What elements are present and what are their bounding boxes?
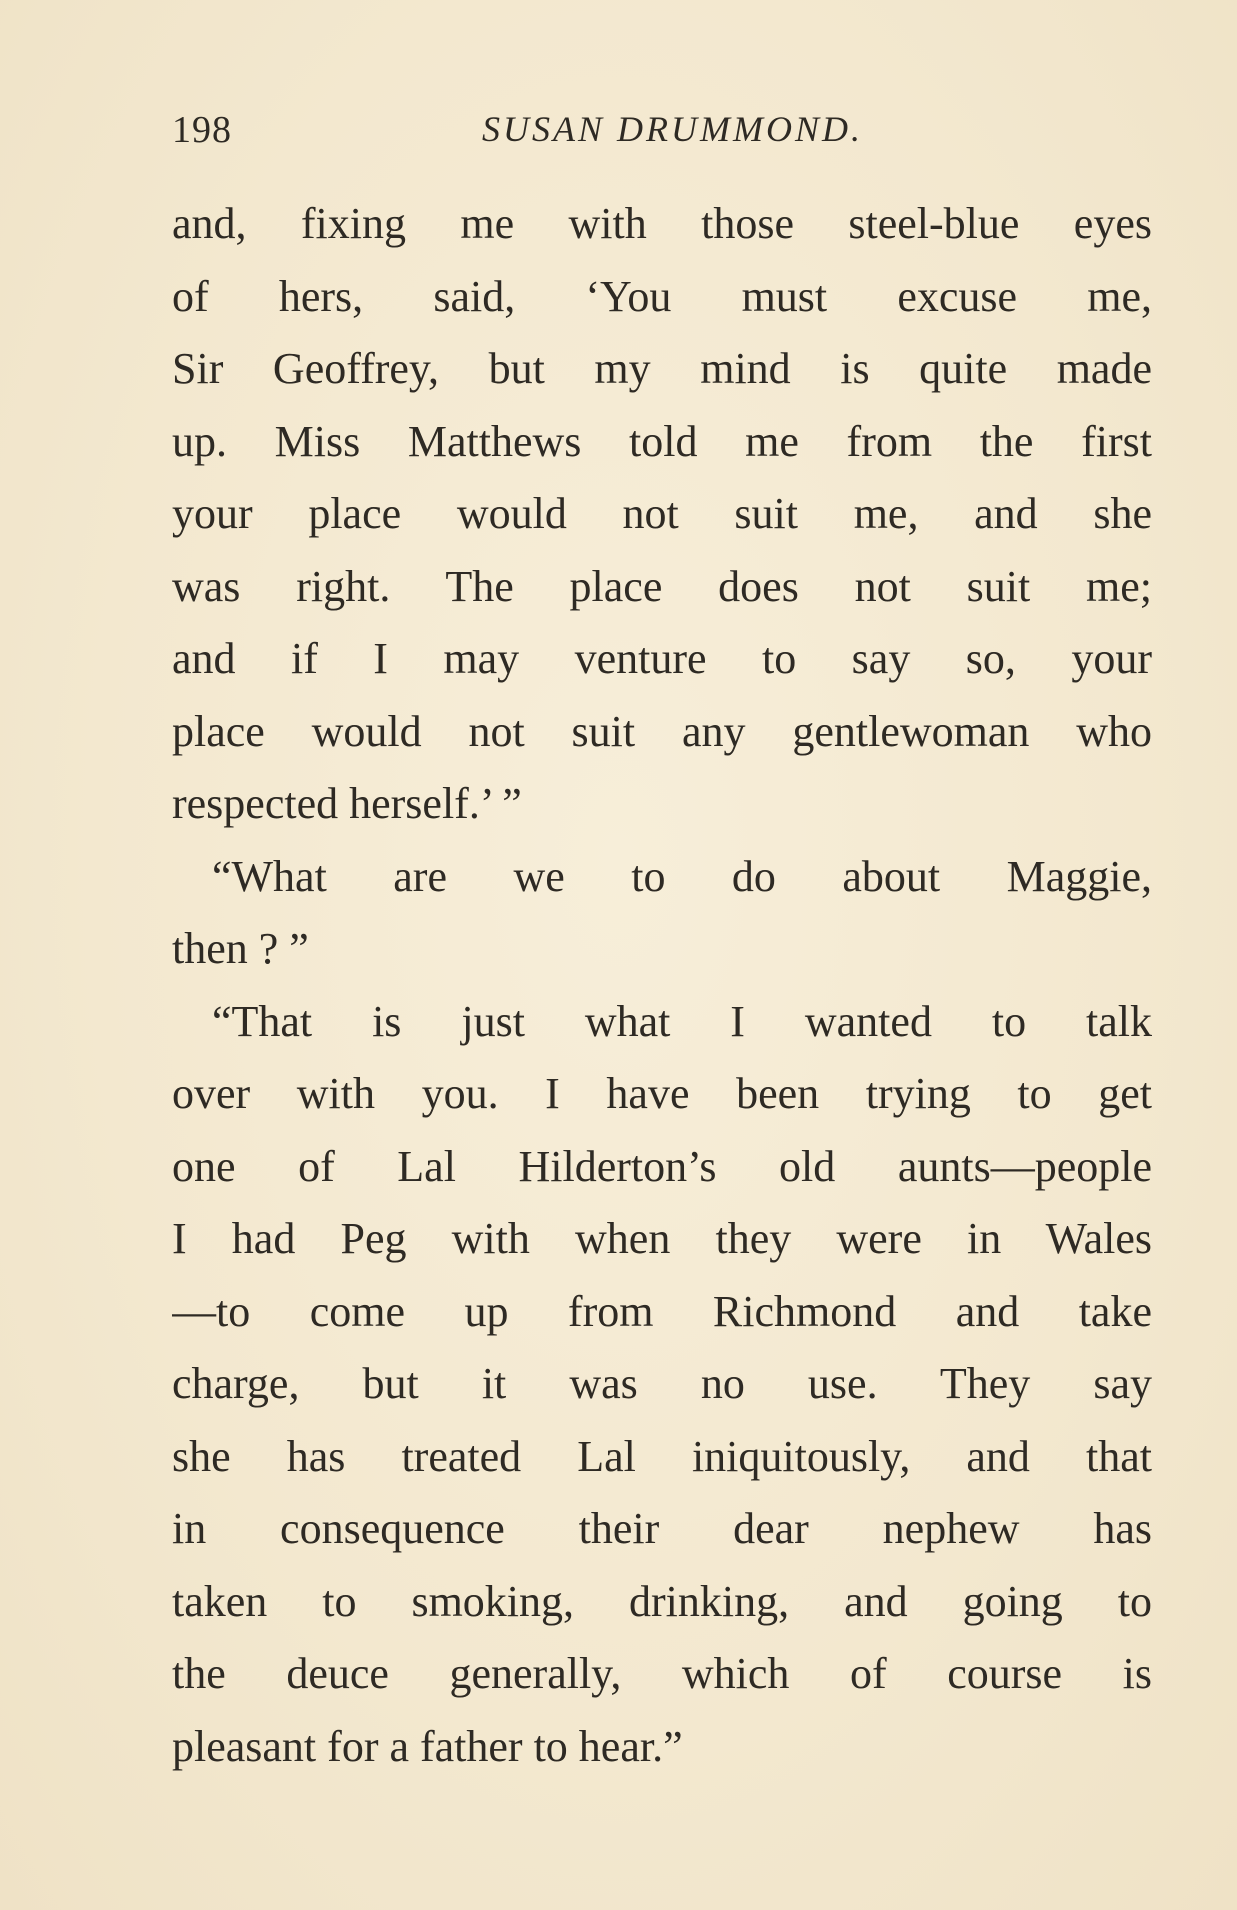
- text-line: your place would not suit me, and she: [172, 489, 1152, 538]
- text-line: then ? ”: [172, 924, 309, 973]
- text-line: I had Peg with when they were in Wales: [172, 1214, 1152, 1263]
- text-body: [172, 188, 1152, 1783]
- text-line: —to come up from Richmond and take: [172, 1286, 1152, 1336]
- text-line: taken to smoking, drinking, and going to: [172, 1576, 1152, 1626]
- text-line: “That is just what I wanted to talk: [212, 996, 1152, 1046]
- running-title: SUSAN DRUMMOND.: [482, 109, 863, 149]
- text-line: place would not suit any gentlewoman who: [172, 706, 1152, 756]
- text-line: over with you. I have been trying to get: [172, 1069, 1152, 1118]
- text-line: pleasant for a father to hear.”: [172, 1721, 683, 1771]
- text-line: in consequence their dear nephew has: [172, 1504, 1152, 1553]
- text-line: respected herself.’ ”: [172, 779, 522, 828]
- text-line: up. Miss Matthews told me from the first: [172, 416, 1152, 466]
- running-head: [172, 108, 1152, 158]
- text-line: “What are we to do about Maggie,: [212, 851, 1152, 901]
- text-line: and if I may venture to say so, your: [172, 634, 1152, 683]
- text-line: Sir Geoffrey, but my mind is quite made: [172, 344, 1152, 393]
- text-line: and, fixing me with those steel-blue eyes: [172, 199, 1152, 248]
- text-line: she has treated Lal iniquitously, and that: [172, 1431, 1152, 1481]
- text-line: one of Lal Hilderton’s old aunts—people: [172, 1141, 1152, 1191]
- text-line: was right. The place does not suit me;: [172, 561, 1152, 611]
- text-line: the deuce generally, which of course is: [172, 1649, 1152, 1698]
- text-line: of hers, said, ‘You must excuse me,: [172, 271, 1152, 321]
- text-line: charge, but it was no use. They say: [172, 1359, 1152, 1408]
- page-number: 198: [172, 109, 232, 151]
